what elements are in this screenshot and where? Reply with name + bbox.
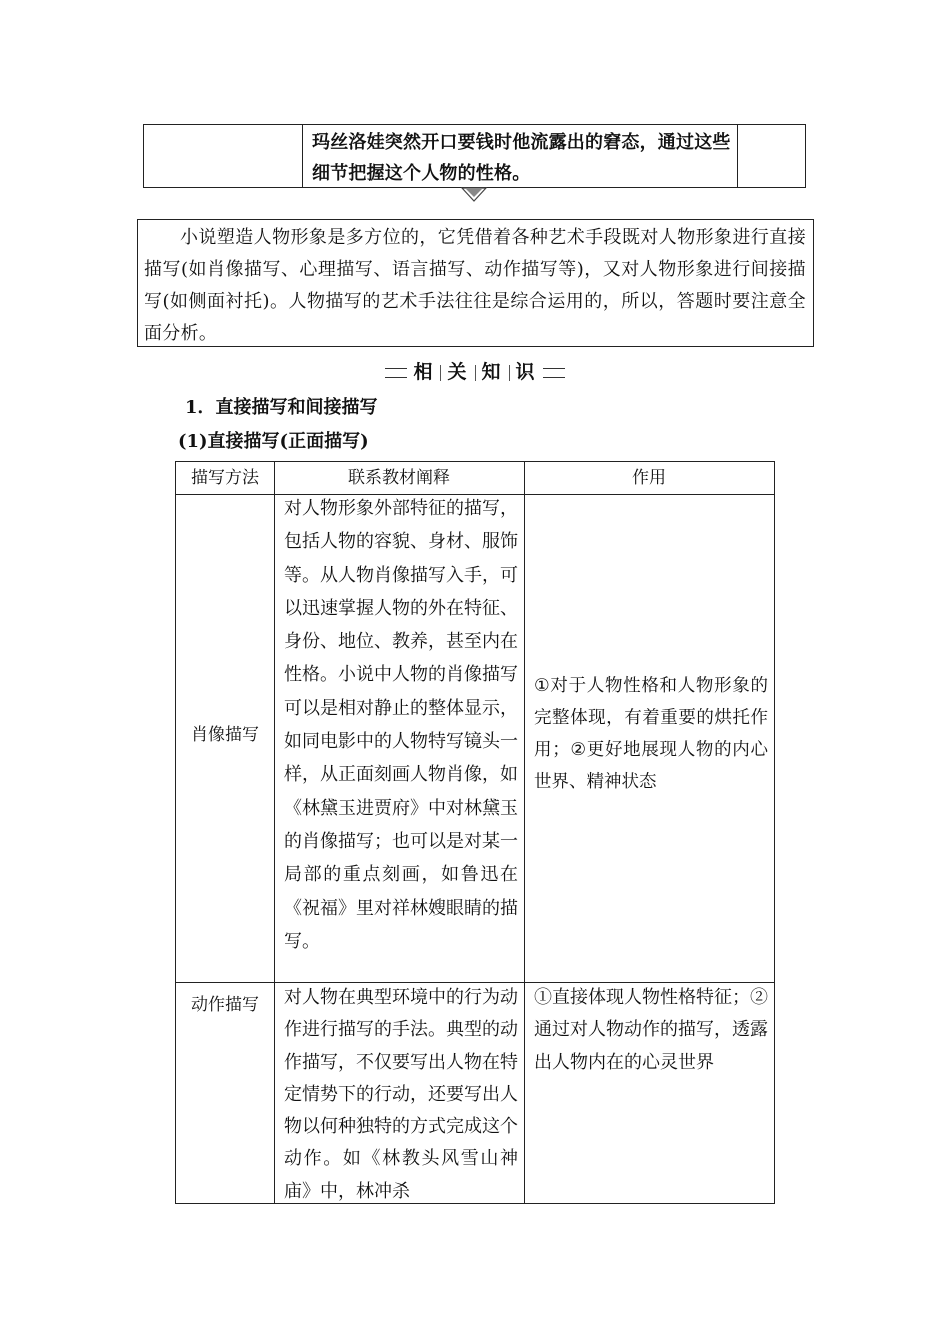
heading-separator bbox=[440, 365, 441, 381]
table-row-action-method: 动作描写 bbox=[191, 995, 259, 1015]
continued-table bbox=[143, 124, 806, 188]
subsection-title: (1)直接描写(正面描写) bbox=[178, 431, 369, 452]
related-knowledge-heading bbox=[0, 357, 950, 384]
table-column-divider bbox=[524, 462, 525, 1203]
heading-separator bbox=[475, 365, 476, 381]
table-row-portrait-method: 肖像描写 bbox=[191, 725, 259, 745]
down-arrow-icon bbox=[460, 186, 488, 204]
table-row-action-explanation: 对人物在典型环境中的行为动作进行描写的手法。典型的动作描写，不仅要写出人物在特定情势下的行动，还要写出人物以何种独特的方式完成这个动作。如《林教头风雪山神庙》中，林冲杀 bbox=[284, 987, 518, 1202]
description-methods-table bbox=[175, 461, 775, 1204]
table-row-action-effect: ①直接体现人物性格特征；②通过对人物动作的描写，透露出人物内在的心灵世界 bbox=[534, 987, 768, 1073]
continued-table-empty-cell-right bbox=[737, 125, 806, 187]
heading-deco-left bbox=[385, 368, 407, 378]
heading-separator bbox=[509, 365, 510, 381]
table-row-portrait-explanation: 对人物形象外部特征的描写，包括人物的容貌、身材、服饰等。从人物肖像描写入手，可以迅速掌握人物的外在特征、身份、地位、教养，甚至内在性格。小说中人物的肖像描写可以是相对静止的整体显示，如同电影中的人物特写镜头一样，从正面刻画人物肖像，如《林黛玉进贾府》中对林黛玉的肖像描写；也可以是对某一局部的重点刻画，如鲁迅在《祝福》里对祥林嫂眼睛的描写。 bbox=[284, 498, 518, 952]
summary-text: 小说塑造人物形象是多方位的，它凭借着各种艺术手段既对人物形象进行直接描写(如肖像描写、心理描写、语言描写、动作描写等)，又对人物形象进行间接描写(如侧面衬托)。人物描写的艺术手法往往是综合运用的，所以，答题时要注意全面分析。 bbox=[144, 227, 806, 344]
summary-box bbox=[137, 219, 814, 347]
heading-char-3: 知 bbox=[481, 361, 503, 383]
continued-table-text: 玛丝洛娃突然开口要钱时他流露出的窘态，通过这些细节把握这个人物的性格。 bbox=[312, 132, 731, 184]
heading-char-2: 关 bbox=[447, 361, 469, 383]
continued-table-empty-cell-left bbox=[144, 125, 303, 187]
heading-deco-right bbox=[543, 368, 565, 378]
section-title: 1．直接描写和间接描写 bbox=[185, 397, 378, 418]
heading-char-1: 相 bbox=[413, 361, 435, 383]
table-header-explanation: 联系教材阐释 bbox=[348, 468, 450, 488]
table-row-portrait-effect: ①对于人物性格和人物形象的完整体现，有着重要的烘托作用；②更好地展现人物的内心世界、精神状态 bbox=[534, 676, 768, 792]
table-header-effect: 作用 bbox=[632, 468, 666, 488]
heading-char-4: 识 bbox=[515, 361, 537, 383]
table-column-divider bbox=[274, 462, 275, 1203]
table-header-method: 描写方法 bbox=[191, 468, 259, 488]
